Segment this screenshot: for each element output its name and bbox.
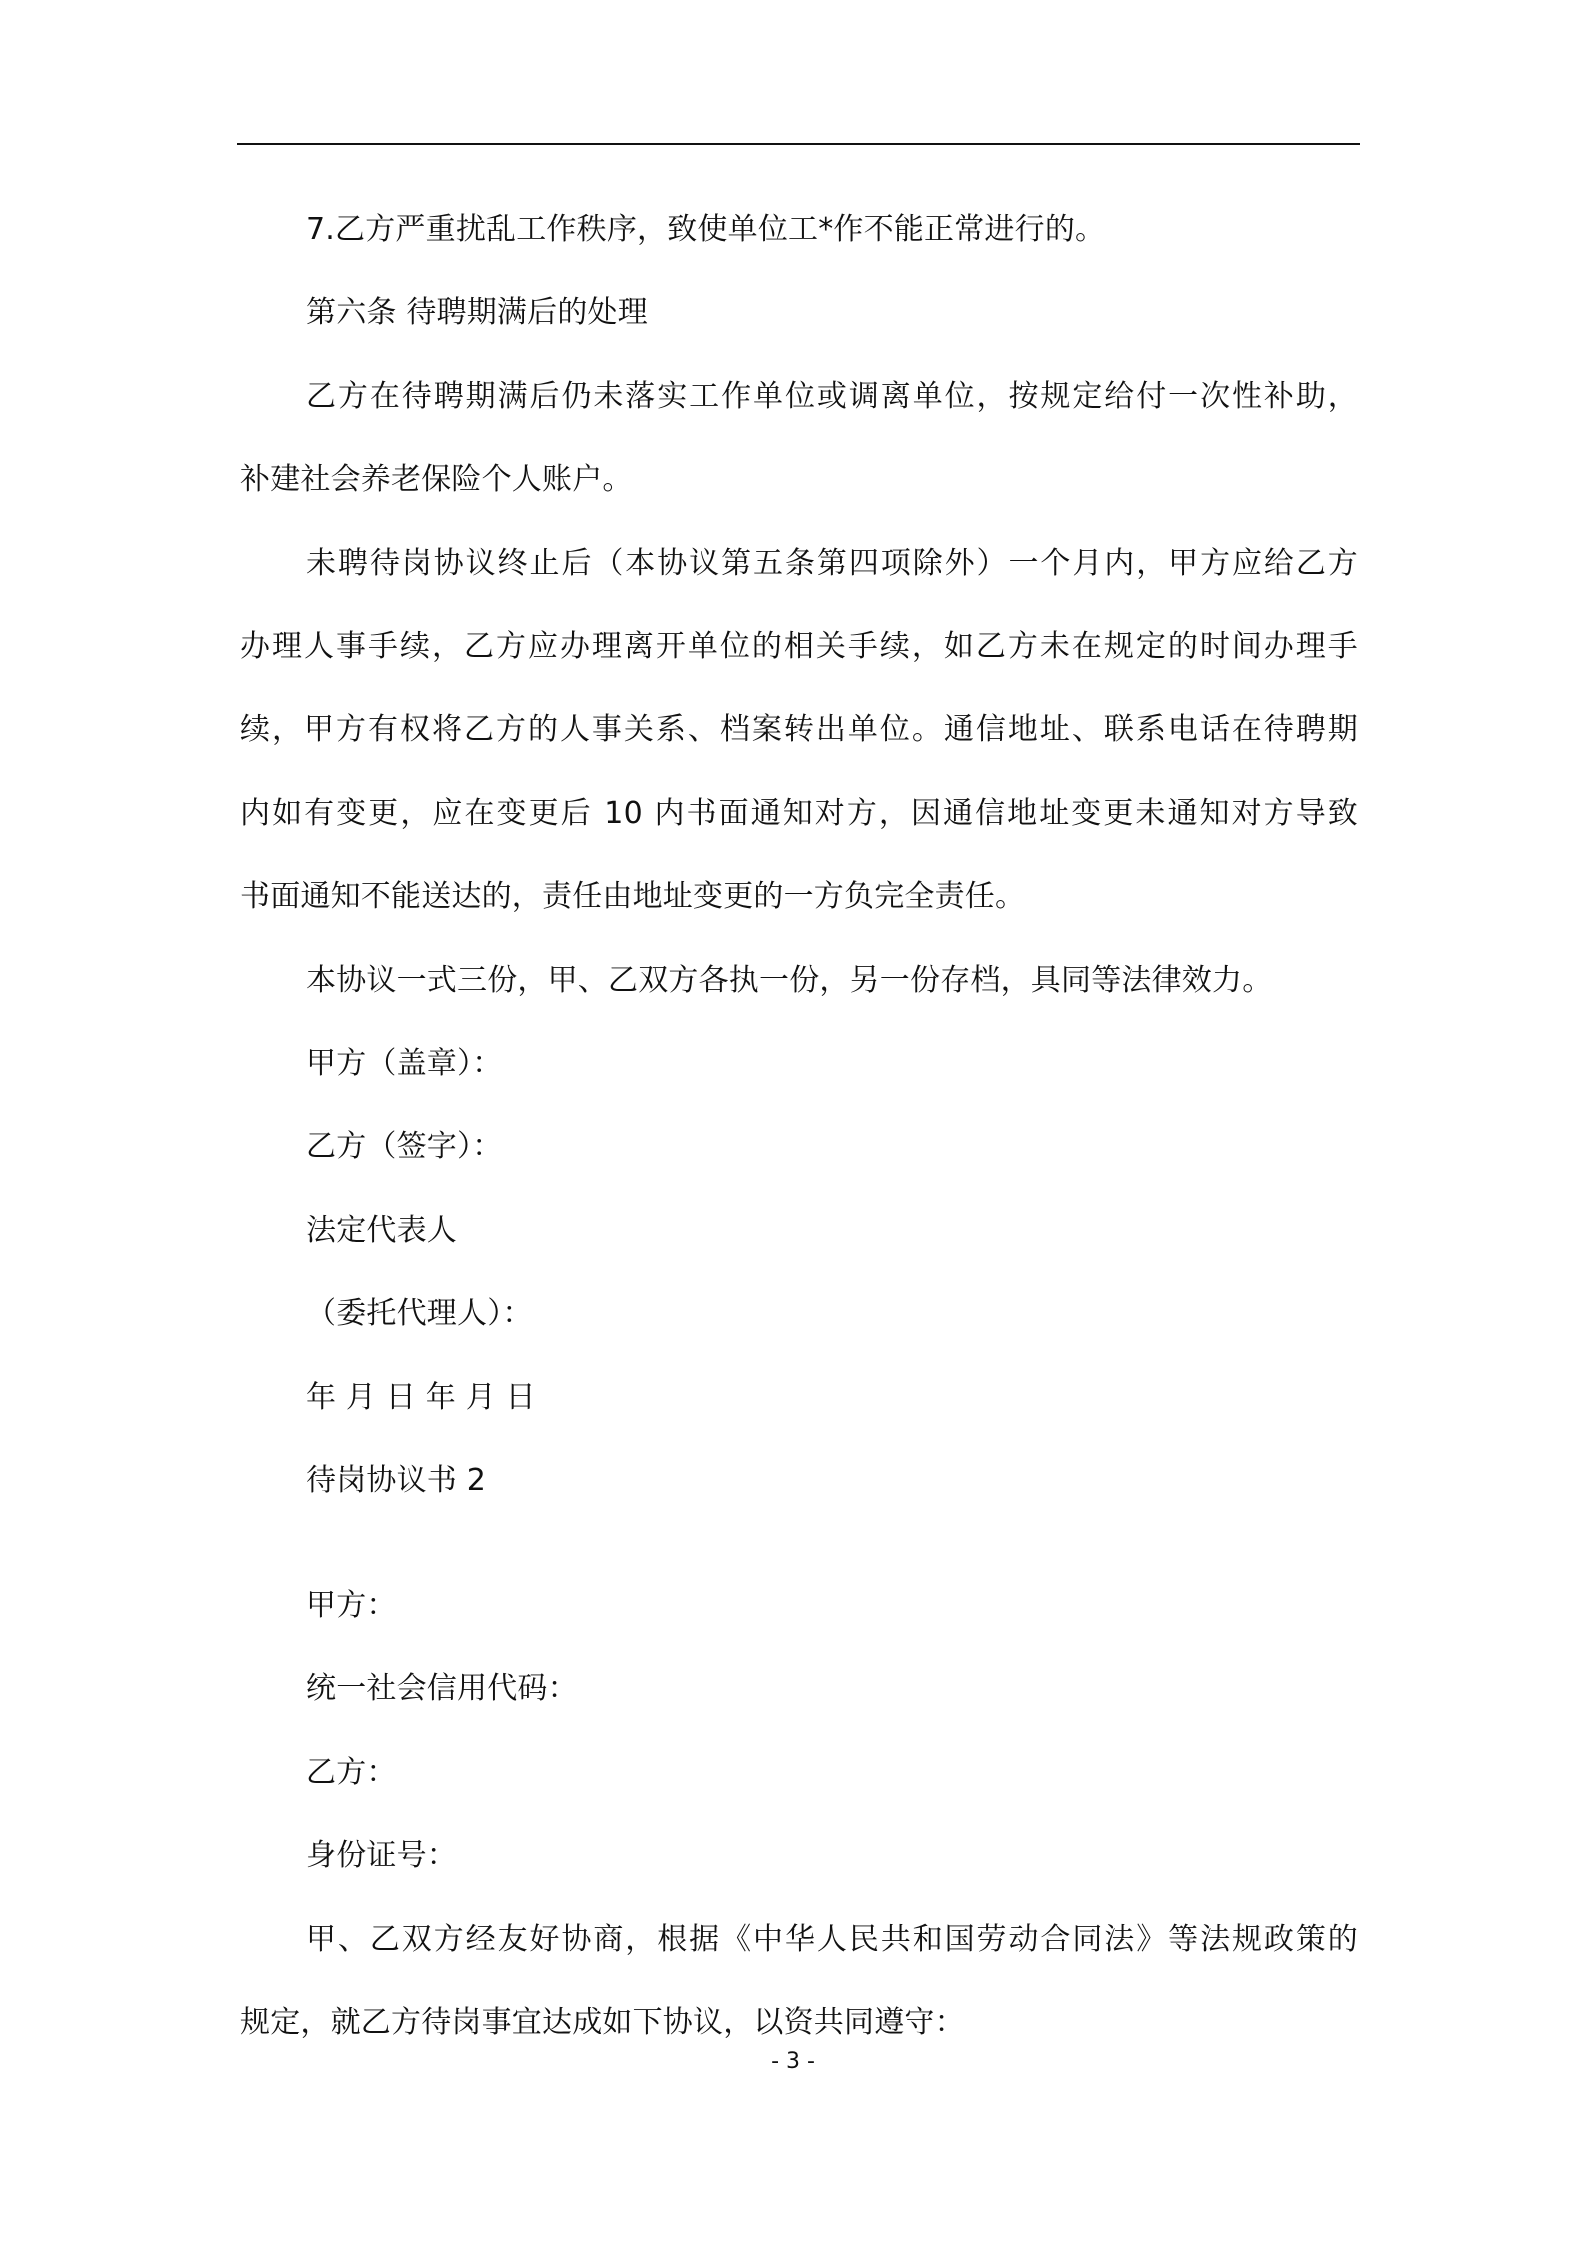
paragraph-line: 7.乙方严重扰乱工作秩序，致使单位工*作不能正常进行的。 bbox=[306, 212, 1106, 247]
document-title: 待岗协议书 2 bbox=[306, 1463, 487, 1498]
paragraph-line: 内如有变更，应在变更后 10 内书面通知对方，因通信地址变更未通知对方导致 bbox=[240, 796, 1358, 831]
party-b-label: 乙方： bbox=[306, 1755, 397, 1790]
party-a-label: 甲方： bbox=[306, 1588, 397, 1623]
paragraph-line: 书面通知不能送达的，责任由地址变更的一方负完全责任。 bbox=[240, 879, 1026, 914]
paragraph-line: 办理人事手续，乙方应办理离开单位的相关手续，如乙方未在规定的时间办理手 bbox=[240, 629, 1358, 664]
paragraph-line: 补建社会养老保险个人账户。 bbox=[240, 462, 633, 497]
agent-label: （委托代理人）： bbox=[306, 1296, 533, 1331]
party-a-seal-label: 甲方（盖章）： bbox=[306, 1046, 503, 1081]
paragraph-line: 乙方在待聘期满后仍未落实工作单位或调离单位，按规定给付一次性补助， bbox=[306, 379, 1358, 414]
section-heading: 第六条 待聘期满后的处理 bbox=[306, 295, 648, 330]
credit-code-label: 统一社会信用代码： bbox=[306, 1671, 578, 1706]
header-rule bbox=[237, 143, 1360, 145]
party-b-signature-label: 乙方（签字）： bbox=[306, 1129, 503, 1164]
date-line: 年 月 日 年 月 日 bbox=[306, 1380, 536, 1415]
paragraph-line: 规定，就乙方待岗事宜达成如下协议，以资共同遵守： bbox=[240, 2005, 965, 2040]
paragraph-line: 续，甲方有权将乙方的人事关系、档案转出单位。通信地址、联系电话在待聘期 bbox=[240, 712, 1358, 747]
paragraph-line: 本协议一式三份，甲、乙双方各执一份，另一份存档，具同等法律效力。 bbox=[306, 963, 1273, 998]
paragraph-line: 甲、乙双方经友好协商，根据《中华人民共和国劳动合同法》等法规政策的 bbox=[306, 1922, 1358, 1957]
paragraph-line: 未聘待岗协议终止后（本协议第五条第四项除外）一个月内，甲方应给乙方 bbox=[306, 546, 1358, 581]
page-number: - 3 - bbox=[771, 2049, 815, 2074]
legal-representative-label: 法定代表人 bbox=[306, 1213, 457, 1248]
id-number-label: 身份证号： bbox=[306, 1838, 457, 1873]
